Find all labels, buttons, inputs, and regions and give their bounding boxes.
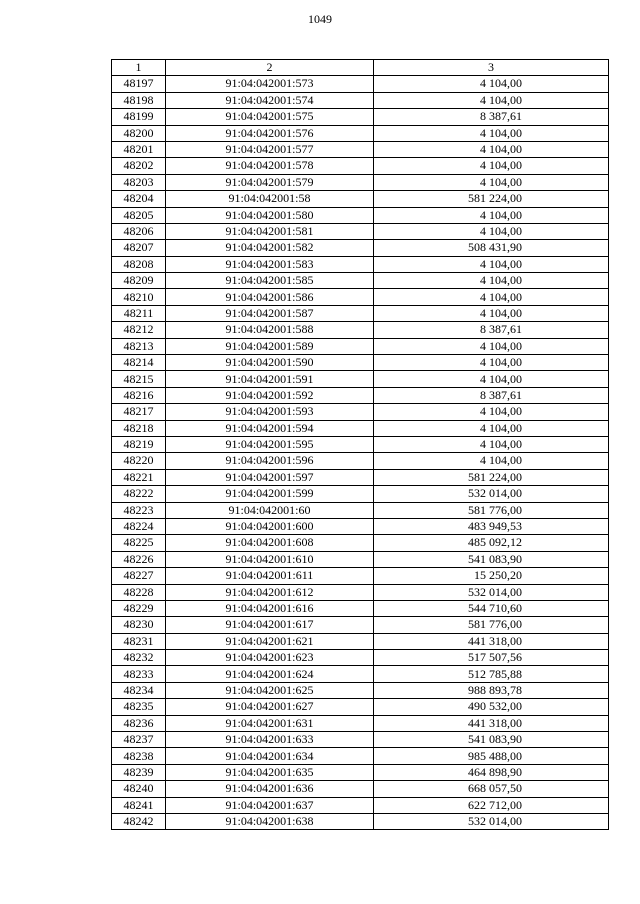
cadastral-value-cell: 464 898,90 [374,764,609,780]
cadastral-value-cell: 4 104,00 [374,289,609,305]
table-row [112,682,609,698]
cadastral-number-cell: 91:04:042001:623 [166,650,374,666]
table-row [112,699,609,715]
table-row [112,584,609,600]
cadastral-number-cell: 91:04:042001:617 [166,617,374,633]
cadastral-value-cell: 4 104,00 [374,371,609,387]
table-row [112,535,609,551]
table-row [112,355,609,371]
row-number-cell: 48211 [112,305,166,321]
cadastral-number-cell: 91:04:042001:588 [166,322,374,338]
table-row [112,338,609,354]
table-row [112,650,609,666]
cadastral-number-cell: 91:04:042001:585 [166,273,374,289]
cadastral-value-cell: 4 104,00 [374,305,609,321]
table-body [112,76,609,830]
row-number-cell: 48236 [112,715,166,731]
table-row [112,371,609,387]
table-row [112,551,609,567]
row-number-cell: 48212 [112,322,166,338]
row-number-cell: 48217 [112,404,166,420]
cadastral-value-cell: 441 318,00 [374,633,609,649]
row-number-cell: 48208 [112,256,166,272]
cadastral-value-cell: 581 776,00 [374,502,609,518]
cadastral-value-cell: 4 104,00 [374,141,609,157]
row-number-cell: 48240 [112,781,166,797]
table-row [112,207,609,223]
table-row [112,141,609,157]
row-number-cell: 48218 [112,420,166,436]
cadastral-value-cell: 4 104,00 [374,338,609,354]
cadastral-value-cell: 4 104,00 [374,273,609,289]
cadastral-value-cell: 512 785,88 [374,666,609,682]
cadastral-value-cell: 532 014,00 [374,486,609,502]
cadastral-value-table [111,59,609,830]
cadastral-table-container [111,59,608,830]
table-row [112,502,609,518]
cadastral-number-cell: 91:04:042001:610 [166,551,374,567]
cadastral-value-cell: 508 431,90 [374,240,609,256]
table-row [112,289,609,305]
row-number-cell: 48199 [112,109,166,125]
row-number-cell: 48237 [112,732,166,748]
table-row [112,764,609,780]
cadastral-value-cell: 4 104,00 [374,125,609,141]
cadastral-number-cell: 91:04:042001:616 [166,600,374,616]
cadastral-value-cell: 668 057,50 [374,781,609,797]
table-row [112,305,609,321]
cadastral-number-cell: 91:04:042001:579 [166,174,374,190]
cadastral-value-cell: 4 104,00 [374,404,609,420]
cadastral-number-cell: 91:04:042001:612 [166,584,374,600]
cadastral-number-cell: 91:04:042001:580 [166,207,374,223]
cadastral-number-cell: 91:04:042001:596 [166,453,374,469]
cadastral-number-cell: 91:04:042001:631 [166,715,374,731]
table-row [112,158,609,174]
cadastral-number-cell: 91:04:042001:586 [166,289,374,305]
cadastral-value-cell: 4 104,00 [374,223,609,239]
cadastral-value-cell: 8 387,61 [374,387,609,403]
row-number-cell: 48216 [112,387,166,403]
cadastral-number-cell: 91:04:042001:636 [166,781,374,797]
table-row [112,191,609,207]
row-number-cell: 48233 [112,666,166,682]
table-row [112,273,609,289]
table-row [112,453,609,469]
row-number-cell: 48222 [112,486,166,502]
row-number-cell: 48234 [112,682,166,698]
row-number-cell: 48205 [112,207,166,223]
cadastral-value-cell: 985 488,00 [374,748,609,764]
table-row [112,748,609,764]
cadastral-value-cell: 4 104,00 [374,355,609,371]
cadastral-value-cell: 581 776,00 [374,617,609,633]
cadastral-number-cell: 91:04:042001:633 [166,732,374,748]
row-number-cell: 48226 [112,551,166,567]
cadastral-value-cell: 4 104,00 [374,436,609,452]
table-row [112,420,609,436]
cadastral-number-cell: 91:04:042001:583 [166,256,374,272]
table-row [112,404,609,420]
cadastral-value-cell: 8 387,61 [374,109,609,125]
table-row [112,256,609,272]
cadastral-number-cell: 91:04:042001:576 [166,125,374,141]
row-number-cell: 48198 [112,92,166,108]
row-number-cell: 48235 [112,699,166,715]
table-row [112,92,609,108]
cadastral-number-cell: 91:04:042001:581 [166,223,374,239]
cadastral-value-cell: 441 318,00 [374,715,609,731]
cadastral-number-cell: 91:04:042001:592 [166,387,374,403]
cadastral-value-cell: 988 893,78 [374,682,609,698]
table-row [112,322,609,338]
table-row [112,240,609,256]
page-number: 1049 [308,12,332,26]
table-row [112,813,609,829]
cadastral-value-cell: 485 092,12 [374,535,609,551]
row-number-cell: 48204 [112,191,166,207]
cadastral-number-cell: 91:04:042001:587 [166,305,374,321]
cadastral-value-cell: 541 083,90 [374,732,609,748]
table-row [112,617,609,633]
cadastral-number-cell: 91:04:042001:595 [166,436,374,452]
cadastral-value-cell: 4 104,00 [374,92,609,108]
table-row [112,797,609,813]
row-number-cell: 48242 [112,813,166,829]
row-number-cell: 48230 [112,617,166,633]
row-number-cell: 48214 [112,355,166,371]
table-row [112,125,609,141]
row-number-cell: 48232 [112,650,166,666]
cadastral-number-cell: 91:04:042001:594 [166,420,374,436]
cadastral-value-cell: 517 507,56 [374,650,609,666]
cadastral-number-cell: 91:04:042001:627 [166,699,374,715]
table-row [112,486,609,502]
column-header-3: 3 [374,60,609,76]
row-number-cell: 48229 [112,600,166,616]
cadastral-number-cell: 91:04:042001:593 [166,404,374,420]
header-row [112,60,609,76]
cadastral-value-cell: 622 712,00 [374,797,609,813]
cadastral-value-cell: 4 104,00 [374,256,609,272]
cadastral-number-cell: 91:04:042001:591 [166,371,374,387]
cadastral-value-cell: 581 224,00 [374,469,609,485]
cadastral-value-cell: 532 014,00 [374,584,609,600]
row-number-cell: 48206 [112,223,166,239]
table-row [112,223,609,239]
cadastral-number-cell: 91:04:042001:635 [166,764,374,780]
cadastral-number-cell: 91:04:042001:634 [166,748,374,764]
column-header-2: 2 [166,60,374,76]
cadastral-value-cell: 4 104,00 [374,158,609,174]
cadastral-number-cell: 91:04:042001:611 [166,568,374,584]
cadastral-number-cell: 91:04:042001:589 [166,338,374,354]
row-number-cell: 48238 [112,748,166,764]
row-number-cell: 48231 [112,633,166,649]
cadastral-value-cell: 4 104,00 [374,453,609,469]
table-row [112,715,609,731]
cadastral-value-cell: 4 104,00 [374,76,609,92]
cadastral-value-cell: 483 949,53 [374,518,609,534]
table-header [112,60,609,76]
row-number-cell: 48221 [112,469,166,485]
row-number-cell: 48213 [112,338,166,354]
row-number-cell: 48207 [112,240,166,256]
row-number-cell: 48227 [112,568,166,584]
table-row [112,109,609,125]
cadastral-number-cell: 91:04:042001:578 [166,158,374,174]
table-row [112,76,609,92]
cadastral-number-cell: 91:04:042001:577 [166,141,374,157]
table-row [112,518,609,534]
row-number-cell: 48203 [112,174,166,190]
row-number-cell: 48225 [112,535,166,551]
cadastral-number-cell: 91:04:042001:575 [166,109,374,125]
column-header-1: 1 [112,60,166,76]
table-row [112,174,609,190]
row-number-cell: 48224 [112,518,166,534]
cadastral-number-cell: 91:04:042001:599 [166,486,374,502]
row-number-cell: 48215 [112,371,166,387]
row-number-cell: 48200 [112,125,166,141]
cadastral-value-cell: 532 014,00 [374,813,609,829]
row-number-cell: 48219 [112,436,166,452]
cadastral-value-cell: 4 104,00 [374,420,609,436]
cadastral-value-cell: 8 387,61 [374,322,609,338]
row-number-cell: 48223 [112,502,166,518]
cadastral-number-cell: 91:04:042001:582 [166,240,374,256]
row-number-cell: 48239 [112,764,166,780]
table-row [112,469,609,485]
cadastral-value-cell: 544 710,60 [374,600,609,616]
cadastral-number-cell: 91:04:042001:625 [166,682,374,698]
row-number-cell: 48201 [112,141,166,157]
table-row [112,387,609,403]
cadastral-number-cell: 91:04:042001:637 [166,797,374,813]
cadastral-value-cell: 4 104,00 [374,207,609,223]
row-number-cell: 48228 [112,584,166,600]
row-number-cell: 48210 [112,289,166,305]
table-row [112,600,609,616]
table-row [112,666,609,682]
table-row [112,781,609,797]
cadastral-number-cell: 91:04:042001:600 [166,518,374,534]
cadastral-number-cell: 91:04:042001:60 [166,502,374,518]
cadastral-number-cell: 91:04:042001:624 [166,666,374,682]
cadastral-value-cell: 4 104,00 [374,174,609,190]
cadastral-number-cell: 91:04:042001:58 [166,191,374,207]
cadastral-number-cell: 91:04:042001:573 [166,76,374,92]
row-number-cell: 48241 [112,797,166,813]
cadastral-value-cell: 490 532,00 [374,699,609,715]
table-row [112,633,609,649]
cadastral-value-cell: 581 224,00 [374,191,609,207]
cadastral-number-cell: 91:04:042001:574 [166,92,374,108]
row-number-cell: 48209 [112,273,166,289]
cadastral-number-cell: 91:04:042001:590 [166,355,374,371]
cadastral-number-cell: 91:04:042001:638 [166,813,374,829]
row-number-cell: 48197 [112,76,166,92]
row-number-cell: 48202 [112,158,166,174]
table-row [112,732,609,748]
row-number-cell: 48220 [112,453,166,469]
table-row [112,568,609,584]
cadastral-number-cell: 91:04:042001:597 [166,469,374,485]
table-row [112,436,609,452]
cadastral-number-cell: 91:04:042001:621 [166,633,374,649]
cadastral-value-cell: 15 250,20 [374,568,609,584]
cadastral-value-cell: 541 083,90 [374,551,609,567]
cadastral-number-cell: 91:04:042001:608 [166,535,374,551]
